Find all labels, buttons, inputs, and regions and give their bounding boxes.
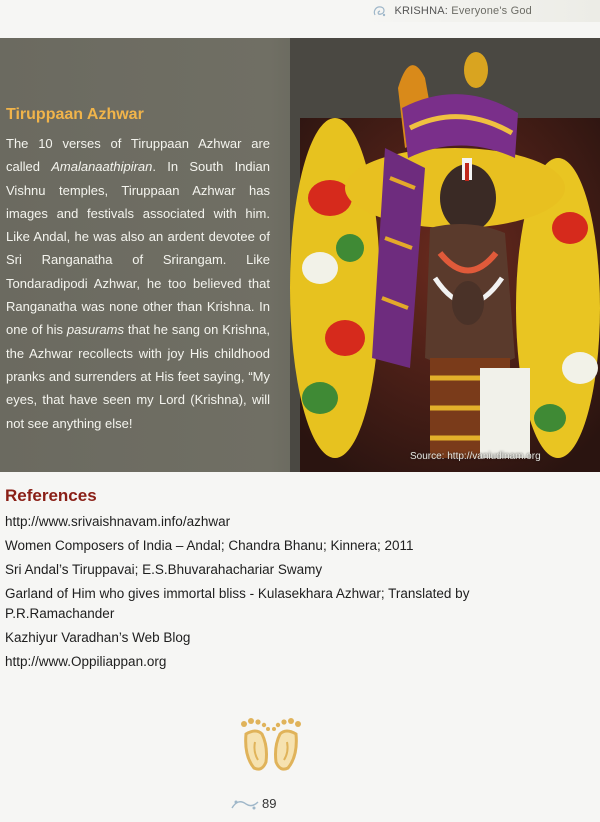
feature-panel — [0, 38, 600, 472]
running-head — [360, 0, 600, 22]
deity-photo — [290, 38, 600, 472]
divine-feet-icon — [238, 716, 304, 774]
page-number: 89 — [262, 796, 277, 811]
paisley-ornament-icon — [372, 4, 388, 18]
reference-item: Kazhiyur Varadhan’s Web Blog — [5, 630, 191, 645]
references-section — [5, 486, 565, 676]
article-text-block — [6, 106, 270, 435]
emphasis-amalanaathipiran: Amalanaathipiran — [51, 159, 153, 175]
reference-item: Garland of Him who gives immortal bliss - Kulasekhara Azhwar; Translated by P.R.Ramachander — [5, 586, 470, 621]
references-heading: References — [5, 486, 97, 505]
page-footer — [0, 788, 600, 822]
section-body: The 10 verses of Tiruppaan Azhwar are called Amalanaathipiran. In South Indian Vishnu temples, Tiruppaan Azhwar has images and festivals associated with him. Like Andal, he was also an ardent devotee of Sri Ranganatha of Srirangam. Like Tondaradipodi Azhwar, he too believed that Ranganatha was none other than Krishna. In one of his pasurams that he sang on Krishna, the Azhwar recollects with joy His childhood pranks and surrenders at His feet saying, “My eyes, that have seen my Lord (Krishna), will not see anything else! — [6, 136, 270, 431]
footer-ornament-icon — [228, 794, 262, 814]
reference-item: Women Composers of India – Andal; Chandra Bhanu; Kinnera; 2011 — [5, 538, 414, 553]
section-title: Tiruppaan Azhwar — [6, 106, 144, 123]
book-title: KRISHNA: Everyone's God — [394, 5, 532, 17]
reference-item: http://www.srivaishnavam.info/azhwar — [5, 514, 231, 529]
deity-illustration — [290, 38, 600, 472]
emphasis-pasurams: pasurams — [66, 322, 124, 338]
reference-item: Sri Andal’s Tiruppavai; E.S.Bhuvarahachariar Swamy — [5, 562, 323, 577]
reference-item: http://www.Oppiliappan.org — [5, 654, 167, 669]
references-list — [5, 512, 565, 672]
photo-credit: Source: http://vaniudinam.org — [410, 451, 541, 462]
